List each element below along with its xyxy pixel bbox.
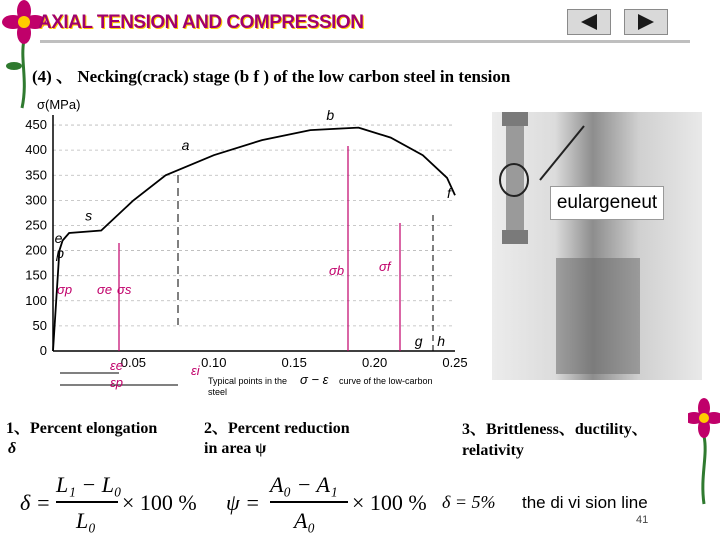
triangle-left-icon [568, 10, 610, 34]
chart-grid [53, 125, 455, 351]
delta-fraction-bar [56, 501, 118, 503]
y-tick-label: 50 [32, 317, 47, 333]
x-tick-label: 0.25 [442, 355, 468, 370]
point-label: b [326, 107, 335, 124]
y-tick-label: 300 [25, 192, 47, 208]
elongation-symbol: δ [8, 440, 17, 457]
brittleness-heading: 3、Brittleness、ductility、 [462, 421, 648, 438]
delta-formula-numerator: L₁ − L₀ [56, 472, 122, 497]
annotation-epsilon-e: εe [110, 358, 123, 373]
title-divider [40, 40, 690, 43]
x-tick-label: 0.15 [281, 355, 307, 370]
brittleness-heading-line2: relativity [462, 442, 524, 459]
annotation-sigma-b: σb [329, 263, 345, 278]
specimen-label: eulargeneut [550, 186, 664, 220]
point-label: a [181, 137, 190, 154]
y-tick-label: 450 [25, 117, 47, 133]
delta-formula-lhs: δ = [20, 490, 51, 515]
annotation-sigma-s: σs [117, 282, 132, 297]
chart-caption-left: Typical points in the [208, 376, 288, 386]
stress-strain-curve [53, 128, 455, 351]
flower-decoration-icon [688, 396, 720, 506]
point-label: g [414, 332, 423, 349]
reduction-heading: 2、Percent reduction [204, 420, 350, 437]
annotation-sigma-f: σf [379, 259, 391, 274]
y-tick-label: 250 [25, 217, 47, 233]
annotation-sigma-p: σp [57, 282, 73, 297]
stress-strain-chart [15, 95, 470, 405]
necked-specimen-image [492, 112, 702, 380]
point-label: p [56, 245, 65, 262]
y-tick-label: 100 [25, 292, 47, 308]
triangle-right-icon [625, 10, 667, 34]
chart-caption-symbol: σ − ε [300, 372, 329, 387]
chart-caption-right: curve of the low-carbon [339, 376, 433, 386]
point-label: e [54, 230, 63, 247]
y-tick-label: 400 [25, 142, 47, 158]
y-tick-label: 150 [25, 267, 47, 283]
section-heading: (4) 、 Necking(crack) stage (b f ) of the low carbon steel in tension [32, 67, 511, 86]
point-label: f [446, 184, 451, 201]
psi-formula-numerator: A₀ − A₁ [270, 472, 338, 497]
annotation-epsilon-i: εi [191, 363, 200, 378]
psi-formula-denominator: A₀ [294, 508, 316, 533]
chart-markers [60, 146, 433, 385]
y-tick-label: 0 [39, 343, 47, 358]
chart-caption-line2: steel [208, 387, 228, 397]
psi-fraction-bar [270, 501, 348, 503]
division-line-note: the di vi sion line [522, 493, 648, 512]
psi-formula-lhs: ψ = [226, 490, 261, 515]
annotation-epsilon-p: εp [110, 375, 123, 390]
point-label: h [437, 332, 446, 349]
y-tick-label: 350 [25, 167, 47, 183]
point-label: s [85, 207, 93, 224]
threshold-formula: δ = 5% [442, 492, 496, 512]
page-number: 41 [636, 514, 649, 526]
x-tick-label: 0.20 [361, 355, 388, 370]
y-ticks [25, 117, 47, 358]
next-slide-button[interactable] [624, 9, 668, 35]
x-tick-label: 0.05 [120, 355, 147, 370]
psi-formula-rhs: × 100 % [352, 490, 427, 515]
x-ticks [121, 355, 468, 370]
reduction-heading-line2: in area ψ [204, 440, 267, 457]
slide-title: AXIAL TENSION AND COMPRESSION [38, 12, 364, 33]
y-axis-label: σ(MPa) [37, 97, 81, 112]
x-tick-label: 0.10 [201, 355, 227, 370]
previous-slide-button[interactable] [567, 9, 611, 35]
specimen-photo [492, 112, 702, 380]
elongation-heading: 1、Percent elongation [6, 420, 158, 437]
annotation-sigma-e: σe [97, 282, 113, 297]
y-tick-label: 200 [25, 242, 47, 258]
delta-formula-rhs: × 100 % [122, 490, 197, 515]
delta-formula-denominator: L₀ [76, 508, 96, 533]
